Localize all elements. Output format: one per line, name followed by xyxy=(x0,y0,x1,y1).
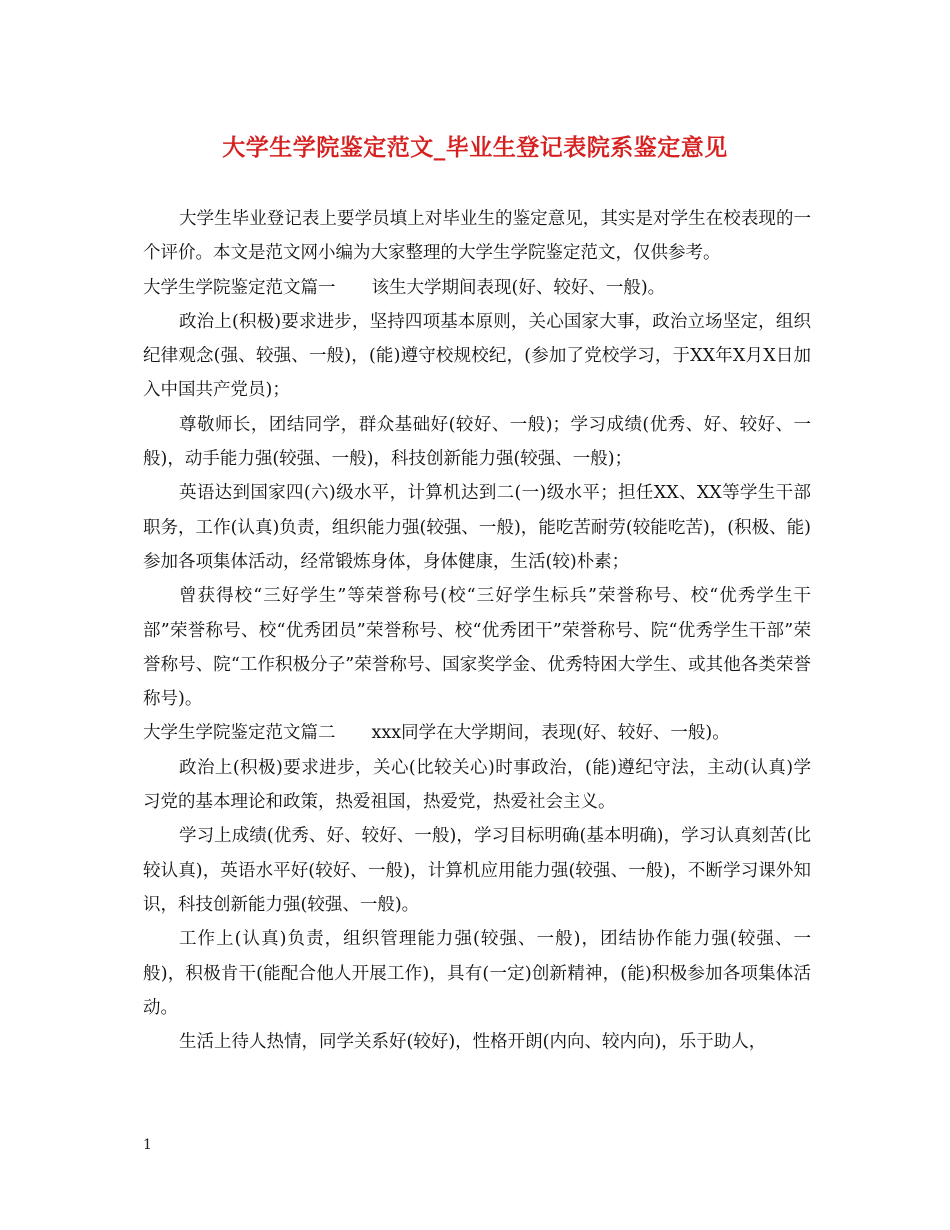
paragraph-work: 工作上(认真)负责，组织管理能力强(较强、一般)，团结协作能力强(较强、一般)，积极肯干(能配合他人开展工作)，具有(一定)创新精神，(能)积极参加各项集体活动。 xyxy=(143,929,811,1018)
document-title: 大学生学院鉴定范文_毕业生登记表院系鉴定意见 xyxy=(222,135,728,161)
paragraph-life: 生活上待人热情，同学关系好(较好)，性格开朗(内向、较内向)，乐于助人， xyxy=(179,1032,767,1053)
section-two-line xyxy=(143,716,811,750)
section-one-heading: 大学生学院鉴定范文篇一 xyxy=(143,277,336,298)
intro-paragraph: 大学生毕业登记表上要学员填上对毕业生的鉴定意见，其实是对学生在校表现的一个评价。本文是范文网小编为大家整理的大学生学院鉴定范文，仅供参考。 xyxy=(143,209,811,264)
section-two-text: xxx同学在大学期间，表现(好、较好、一般)。 xyxy=(371,723,730,744)
paragraph-politics-two: 政治上(积极)要求进步，关心(比较关心)时事政治，(能)遵纪守法，主动(认真)学习党的基本理论和政策，热爱祖国，热爱党，热爱社会主义。 xyxy=(143,757,811,813)
paragraph-study: 学习上成绩(优秀、好、较好、一般)，学习目标明确(基本明确)，学习认真刻苦(比较认真)，英语水平好(较好、一般)，计算机应用能力强(较强、一般)，不断学习课外知识，科技创新能力强(较强、一般)。 xyxy=(143,826,811,915)
paragraph-respect: 尊敬师长，团结同学，群众基础好(较好、一般)；学习成绩(优秀、好、较好、一般)，动手能力强(较强、一般)，科技创新能力强(较强、一般)； xyxy=(143,414,811,470)
document-body xyxy=(143,202,811,1059)
section-one-text: 该生大学期间表现(好、较好、一般)。 xyxy=(371,277,666,298)
section-two-heading: 大学生学院鉴定范文篇二 xyxy=(143,723,336,744)
section-one-line xyxy=(143,271,811,305)
paragraph-politics: 政治上(积极)要求进步，坚持四项基本原则，关心国家大事，政治立场坚定，组织纪律观念(强、较强、一般)，(能)遵守校规校纪，(参加了党校学习，于XX年X月X日加入中国共产党员)； xyxy=(143,311,811,401)
page-number: 1 xyxy=(143,1137,152,1153)
paragraph-english: 英语达到国家四(六)级水平，计算机达到二(一)级水平；担任XX、XX等学生干部职务，工作(认真)负责，组织能力强(较强、一般)，能吃苦耐劳(较能吃苦)，(积极、能)参加各项集体活动，经常锻炼身体，身体健康，生活(较)朴素； xyxy=(143,483,811,572)
paragraph-honors: 曾获得校“三好学生”等荣誉称号(校“三好学生标兵”荣誉称号、校“优秀学生干部”荣誉称号、校“优秀团员”荣誉称号、校“优秀团干”荣誉称号、院“优秀学生干部”荣誉称号、院“工作积极分子”荣誉称号、国家奖学金、优秀特困大学生、或其他各类荣誉称号)。 xyxy=(143,586,811,710)
